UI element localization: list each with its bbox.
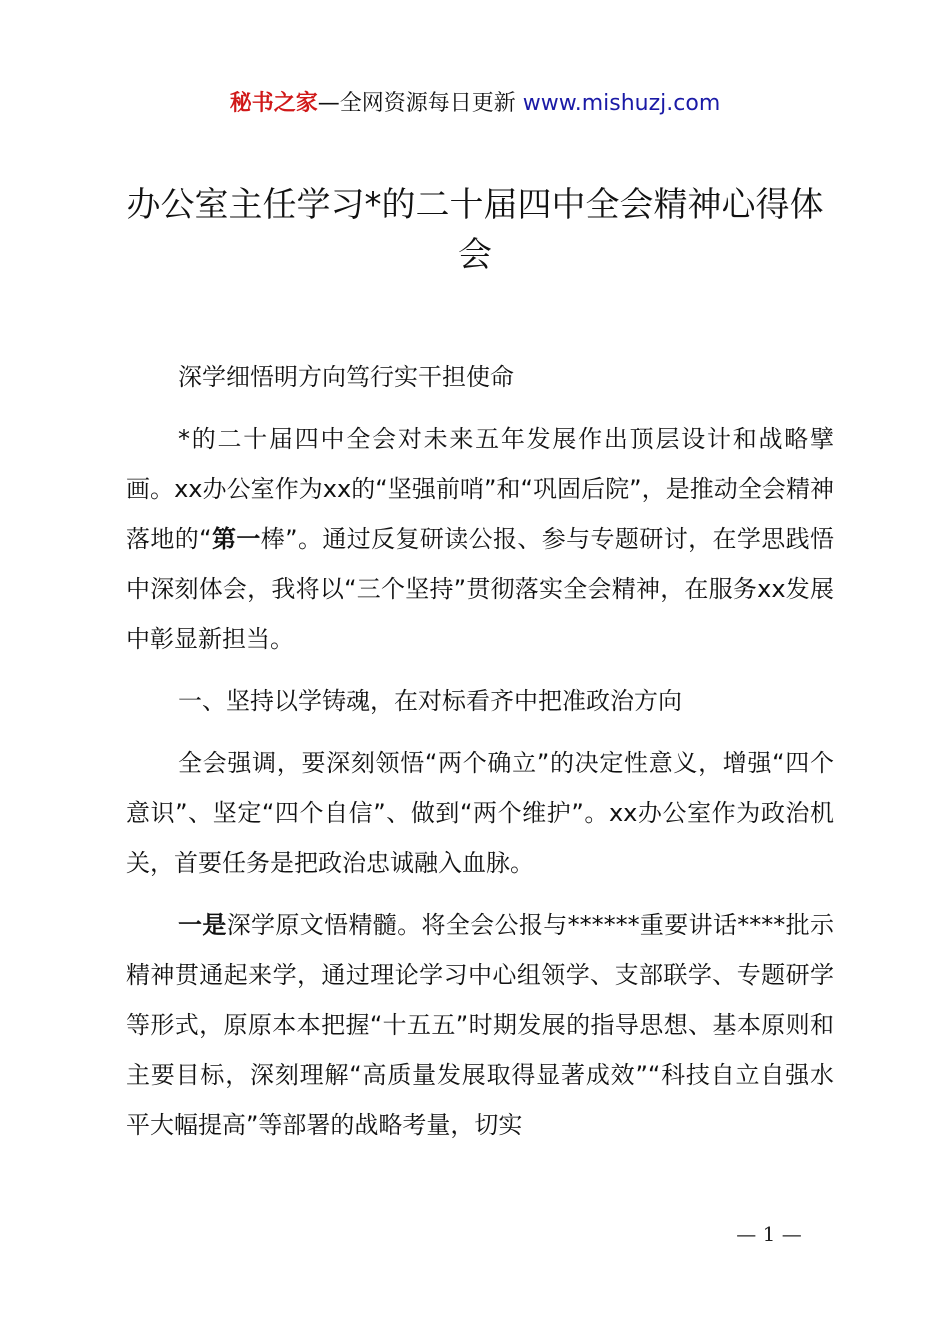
header-tagline: —全网资源每日更新	[317, 91, 516, 116]
subtitle: 深学细悟明方向笃行实干担使命	[178, 363, 514, 391]
site-url[interactable]: www.mishuzj.com	[515, 91, 721, 116]
paragraph-intro-part-a: *的二十届四中全会对未来五年发展作出顶层设计和战略擘画。xx办公室作为xx的“坚强前哨”和“巩固后院”，是推动全会精神落地的“	[126, 425, 834, 553]
page-number: — 1 —	[736, 1222, 802, 1246]
point-1-text: 深学原文悟精髓。将全会公报与******重要讲话****批示精神贯通起来学，通过理论学习中心组领学、支部联学、专题研学等形式，原原本本把握“十五五”时期发展的指导思想、基本原则和主要目标，深刻理解“高质量发展取得显著成效”“科技自立自强水平大幅提高”等部署的战略考量，切实	[126, 911, 835, 1139]
brand-name: 秘书之家	[229, 91, 318, 116]
point-1-label: 一是	[178, 911, 227, 939]
paragraph-point-1	[126, 900, 834, 1150]
paragraph-intro-part-b: 棒”。通过反复研读公报、参与专题研讨，在学思践悟中深刻体会，我将以“三个坚持”贯彻落实全会精神，在服务xx发展中彰显新担当。	[126, 525, 835, 653]
paragraph-intro-emphasis: 第一	[211, 525, 261, 553]
document-title: 办公室主任学习*的二十届四中全会精神心得体会	[126, 185, 824, 275]
document-body	[126, 352, 834, 1150]
site-header	[0, 88, 950, 120]
paragraph-intro	[126, 414, 834, 664]
section-heading-1: 一、坚持以学铸魂，在对标看齐中把准政治方向	[178, 687, 682, 715]
paragraph-section-1: 全会强调，要深刻领悟“两个确立”的决定性意义，增强“四个意识”、坚定“四个自信”、做到“两个维护”。xx办公室作为政治机关，首要任务是把政治忠诚融入血脉。	[126, 749, 834, 877]
